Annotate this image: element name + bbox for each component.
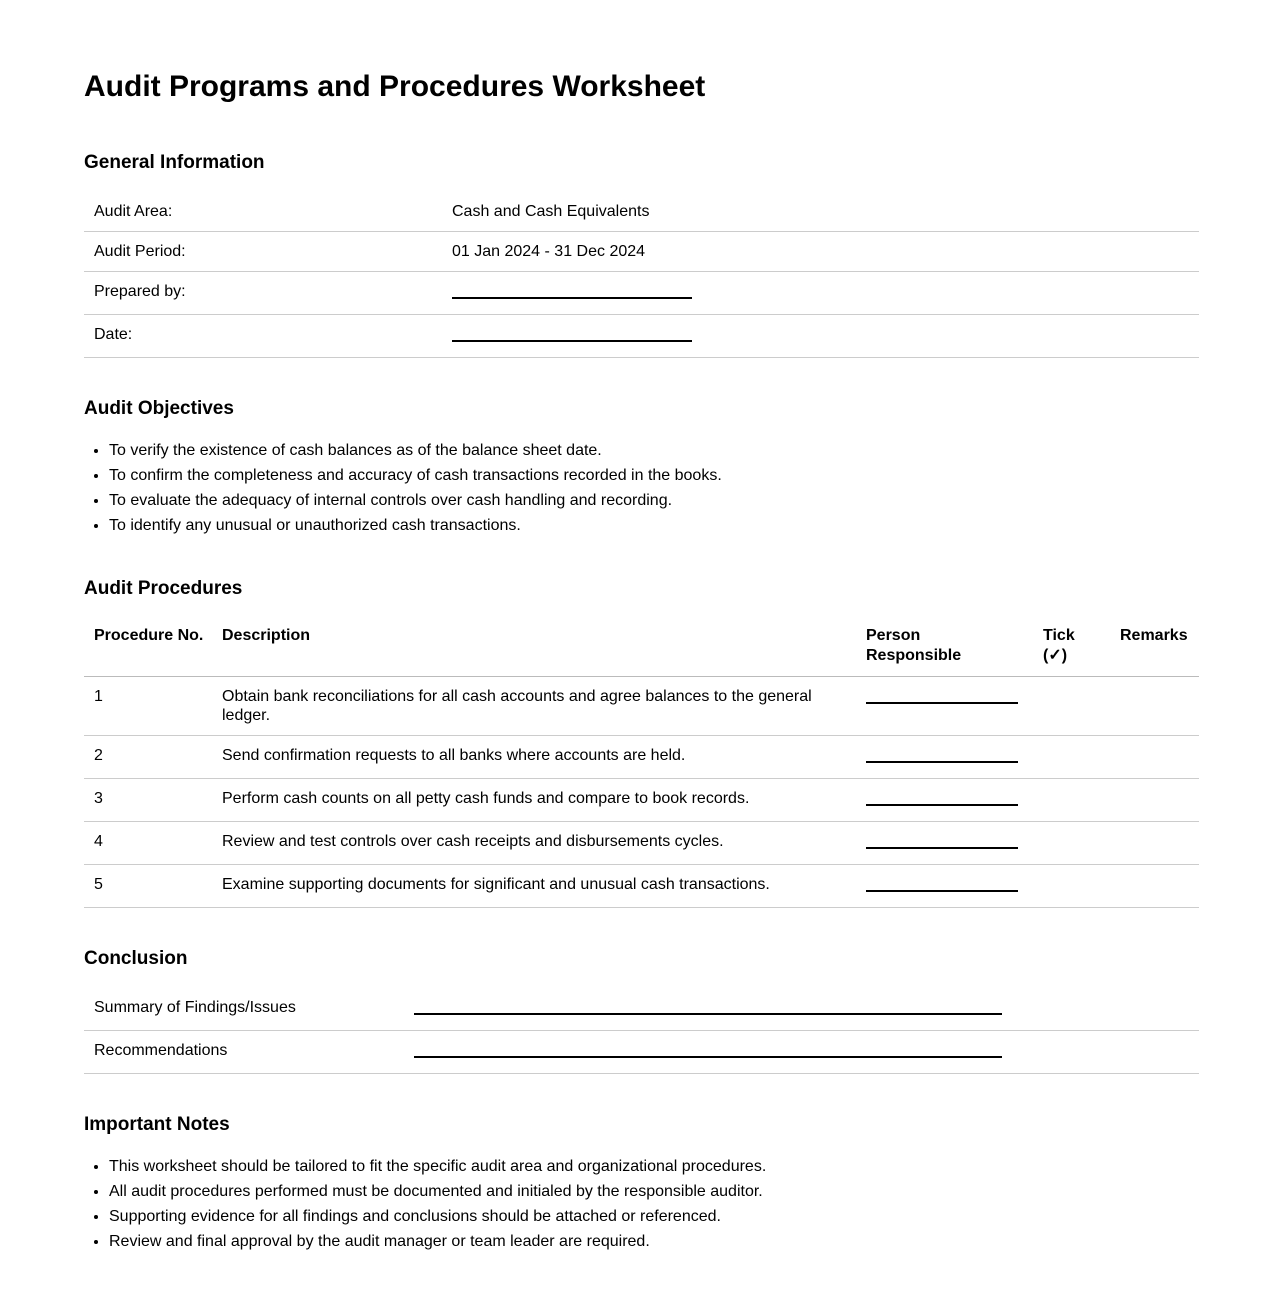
column-header-tick: Tick (✓)	[1033, 616, 1110, 677]
person-responsible-blank-field	[856, 677, 1033, 736]
general-info-label: Audit Period:	[84, 232, 442, 272]
remarks-cell	[1110, 822, 1199, 865]
procedure-no: 4	[84, 822, 212, 865]
tick-cell	[1033, 865, 1110, 908]
tick-cell	[1033, 779, 1110, 822]
blank-fill-line	[866, 746, 1018, 763]
table-row	[84, 822, 1199, 865]
remarks-cell	[1110, 736, 1199, 779]
table-row	[84, 192, 1199, 232]
conclusion-label: Summary of Findings/Issues	[84, 988, 404, 1031]
column-header-person-responsible: Person Responsible	[856, 616, 1033, 677]
general-info-label: Date:	[84, 315, 442, 358]
general-info-label: Audit Area:	[84, 192, 442, 232]
procedure-description: Review and test controls over cash receipts and disbursements cycles.	[212, 822, 856, 865]
table-row	[84, 677, 1199, 736]
table-header-row	[84, 616, 1199, 677]
procedure-description: Obtain bank reconciliations for all cash accounts and agree balances to the general ledger.	[212, 677, 856, 736]
recommendations-blank-field	[404, 1031, 1199, 1074]
table-row	[84, 736, 1199, 779]
blank-fill-line	[452, 282, 692, 299]
procedure-description: Examine supporting documents for significant and unusual cash transactions.	[212, 865, 856, 908]
objective-item: • To confirm the completeness and accuracy of cash transactions recorded in the books.	[109, 463, 1196, 488]
column-header-procedure-no: Procedure No.	[84, 616, 212, 677]
remarks-cell	[1110, 677, 1199, 736]
table-row	[84, 272, 1199, 315]
date-blank-field	[442, 315, 1199, 358]
blank-fill-line	[414, 998, 1002, 1015]
procedure-description: Perform cash counts on all petty cash funds and compare to book records.	[212, 779, 856, 822]
column-header-remarks: Remarks	[1110, 616, 1199, 677]
procedure-no: 2	[84, 736, 212, 779]
note-item: • All audit procedures performed must be documented and initialed by the responsible auditor.	[109, 1179, 1196, 1204]
general-information-heading: General Information	[84, 152, 265, 173]
tick-cell	[1033, 736, 1110, 779]
procedure-no: 3	[84, 779, 212, 822]
column-header-description: Description	[212, 616, 856, 677]
general-info-value: Cash and Cash Equivalents	[442, 192, 1199, 232]
person-responsible-blank-field	[856, 736, 1033, 779]
general-info-label: Prepared by:	[84, 272, 442, 315]
note-item: • Supporting evidence for all findings and conclusions should be attached or referenced.	[109, 1204, 1196, 1229]
important-notes-heading: Important Notes	[84, 1114, 230, 1135]
audit-procedures-heading: Audit Procedures	[84, 578, 243, 599]
table-row	[84, 988, 1199, 1031]
objective-item: • To evaluate the adequacy of internal controls over cash handling and recording.	[109, 488, 1196, 513]
tick-cell	[1033, 677, 1110, 736]
general-information-table	[84, 192, 1199, 358]
procedure-no: 5	[84, 865, 212, 908]
conclusion-heading: Conclusion	[84, 948, 188, 969]
audit-objectives-list	[84, 438, 1196, 538]
note-item: • This worksheet should be tailored to fit the specific audit area and organizational procedures.	[109, 1154, 1196, 1179]
summary-blank-field	[404, 988, 1199, 1031]
audit-objectives-heading: Audit Objectives	[84, 398, 234, 419]
remarks-cell	[1110, 779, 1199, 822]
general-info-value: 01 Jan 2024 - 31 Dec 2024	[442, 232, 1199, 272]
tick-cell	[1033, 822, 1110, 865]
table-row	[84, 232, 1199, 272]
person-responsible-blank-field	[856, 779, 1033, 822]
person-responsible-blank-field	[856, 865, 1033, 908]
objective-item: • To verify the existence of cash balances as of the balance sheet date.	[109, 438, 1196, 463]
note-item: • Review and final approval by the audit manager or team leader are required.	[109, 1229, 1196, 1254]
blank-fill-line	[866, 687, 1018, 704]
person-responsible-blank-field	[856, 822, 1033, 865]
blank-fill-line	[452, 325, 692, 342]
prepared-by-blank-field	[442, 272, 1199, 315]
table-row	[84, 779, 1199, 822]
audit-procedures-table	[84, 616, 1199, 908]
objective-item: • To identify any unusual or unauthorized cash transactions.	[109, 513, 1196, 538]
blank-fill-line	[866, 875, 1018, 892]
blank-fill-line	[866, 789, 1018, 806]
procedure-no: 1	[84, 677, 212, 736]
table-row	[84, 315, 1199, 358]
conclusion-table	[84, 988, 1199, 1074]
remarks-cell	[1110, 865, 1199, 908]
table-row	[84, 1031, 1199, 1074]
blank-fill-line	[866, 832, 1018, 849]
table-row	[84, 865, 1199, 908]
procedure-description: Send confirmation requests to all banks where accounts are held.	[212, 736, 856, 779]
important-notes-list	[84, 1154, 1196, 1254]
conclusion-label: Recommendations	[84, 1031, 404, 1074]
page-title: Audit Programs and Procedures Worksheet	[84, 70, 706, 103]
blank-fill-line	[414, 1041, 1002, 1058]
